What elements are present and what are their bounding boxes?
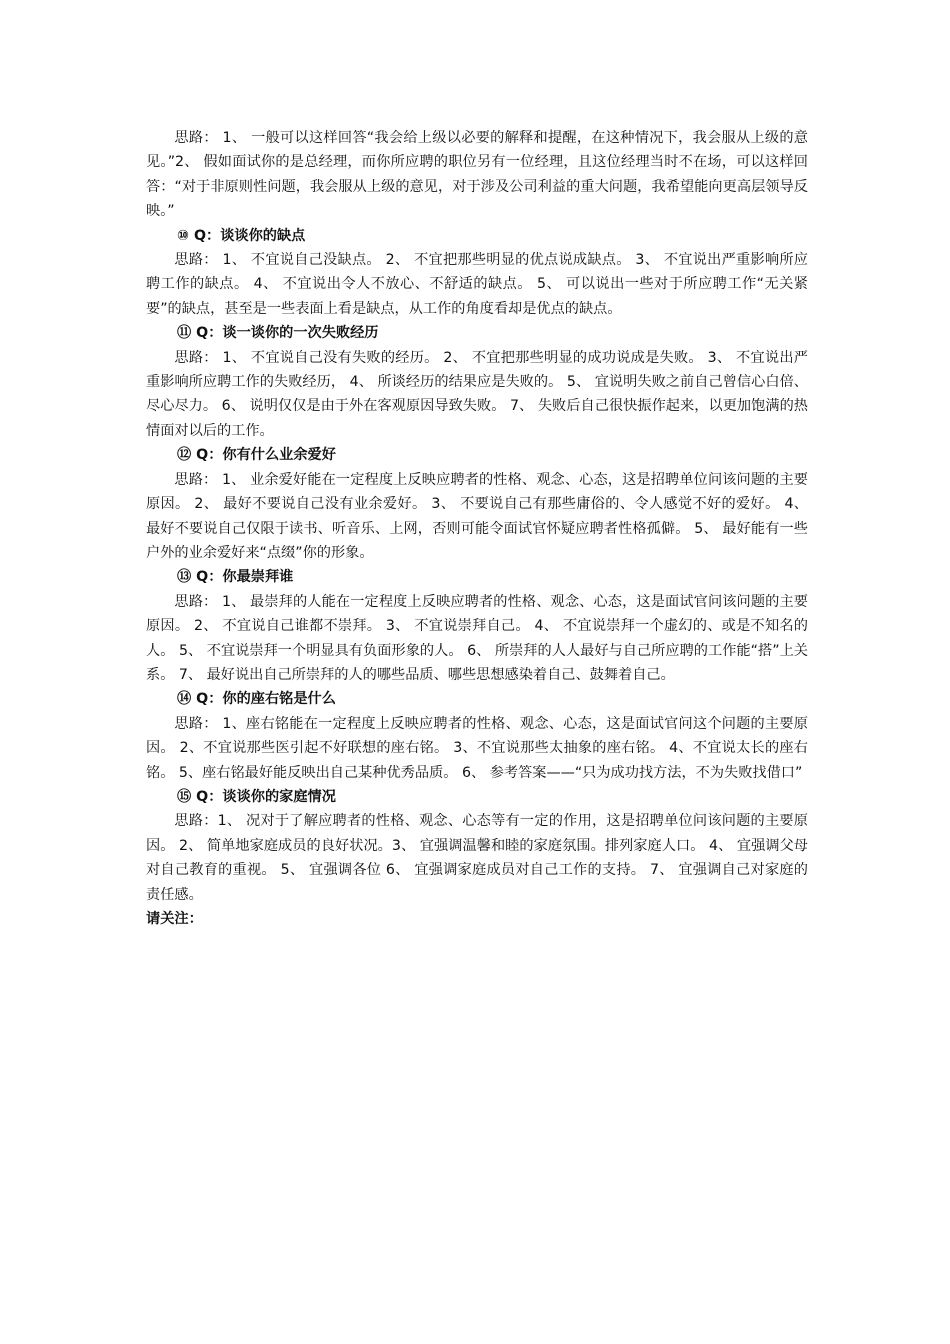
document-body (146, 126, 808, 931)
closing-label: 请关注： (146, 911, 203, 927)
section-heading-weaknesses: ⑩ Q：谈谈你的缺点 (177, 227, 306, 244)
section-body-hobbies: 思路： 1、 业余爱好能在一定程度上反映应聘者的性格、观念、心态，这是招聘单位问该问题的主要原因。 2、 最好不要说自己没有业余爱好。 3、 不要说自己有那些庸俗的、令人感觉不好的爱好。 4、 最好不要说自己仅限于读书、听音乐、上网，否则可能令面试官怀疑应聘者性格孤僻。 5、 最好能有一些户外的业余爱好来“点缀”你的形象。 (146, 471, 808, 561)
intro-paragraph: 思路： 1、 一般可以这样回答“我会给上级以必要的解释和提醒，在这种情况下，我会服从上级的意见。”2、 假如面试你的是总经理，而你所应聘的职位另有一位经理，且这位经理当时不在场，可以这样回答：“对于非原则性问题，我会服从上级的意见，对于涉及公司利益的重大问题，我希望能向更高层领导反映。” (146, 130, 808, 220)
section-body-failure: 思路： 1、 不宜说自己没有失败的经历。 2、 不宜把那些明显的成功说成是失败。 3、 不宜说出严重影响所应聘工作的失败经历， 4、 所谈经历的结果应是失败的。 5、 宜说明失败之前自己曾信心白倍、尽心尽力。 6、 说明仅仅是由于外在客观原因导致失败。 7、 失败后自己很快振作起来，以更加饱满的热情面对以后的工作。 (146, 349, 808, 439)
section-body-weaknesses: 思路： 1、 不宜说自己没缺点。 2、 不宜把那些明显的优点说成缺点。 3、 不宜说出严重影响所应聘工作的缺点。 4、 不宜说出令人不放心、不舒适的缺点。 5、 可以说出一些对于所应聘工作“无关紧要”的缺点，甚至是一些表面上看是缺点，从工作的角度看却是优点的缺点。 (146, 252, 808, 317)
section-body-family: 思路：1、 况对于了解应聘者的性格、观念、心态等有一定的作用，这是招聘单位问该问题的主要原因。 2、 简单地家庭成员的良好状况。3、 宜强调温馨和睦的家庭氛围。排列家庭人口。 4、 宜强调父母对自己教育的重视。 5、 宜强调各位 6、 宜强调家庭成员对自己工作的支持。 7、 宜强调自己对家庭的责任感。 (146, 813, 808, 903)
section-heading-failure: ⑪ Q：谈一谈你的一次失败经历 (177, 325, 379, 342)
section-body-admire: 思路： 1、 最崇拜的人能在一定程度上反映应聘者的性格、观念、心态，这是面试官问该问题的主要原因。 2、 不宜说自己谁都不崇拜。 3、 不宜说崇拜自己。 4、 不宜说崇拜一个虚幻的、或是不知名的人。 5、 不宜说崇拜一个明显具有负面形象的人。 6、 所崇拜的人人最好与自己所应聘的工作能“搭”上关系。 7、 最好说出自己所崇拜的人的哪些品质、哪些思想感染着自己、鼓舞着自己。 (146, 593, 808, 683)
section-heading-motto: ⑭ Q：你的座右铭是什么 (177, 691, 336, 708)
section-body-motto: 思路： 1、座右铭能在一定程度上反映应聘者的性格、观念、心态，这是面试官问这个问题的主要原因。 2、不宜说那些医引起不好联想的座右铭。 3、不宜说那些太抽象的座右铭。 4、不宜说太长的座右铭。 5、座右铭最好能反映出自己某种优秀品质。 6、 参考答案——“只为成功找方法，不为失败找借口” (146, 715, 808, 781)
section-heading-hobbies: ⑫ Q：你有什么业余爱好 (177, 447, 336, 464)
section-heading-family: ⑮ Q：谈谈你的家庭情况 (177, 788, 336, 805)
section-heading-admire: ⑬ Q：你最崇拜谁 (177, 569, 294, 586)
